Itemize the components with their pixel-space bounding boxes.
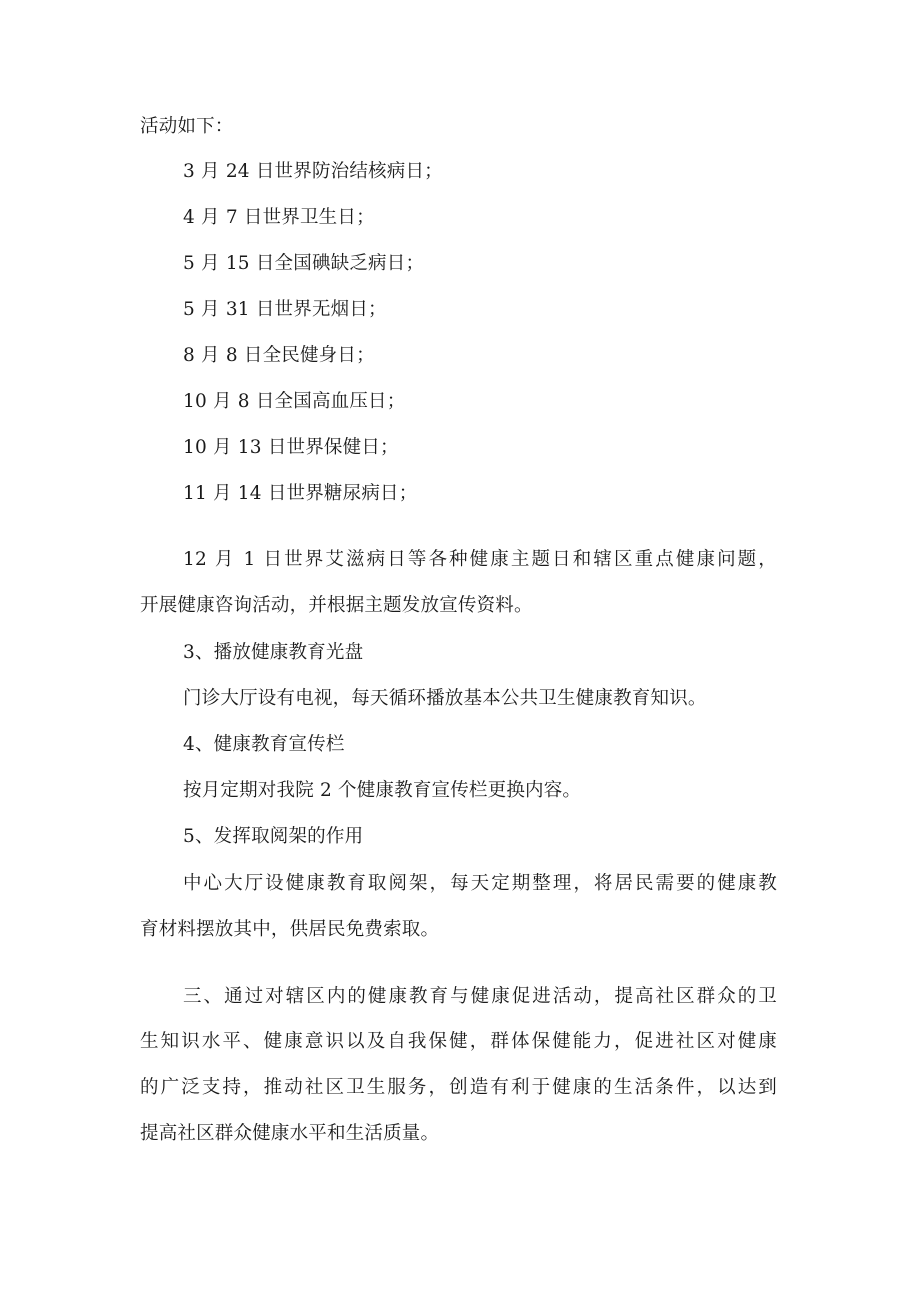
text-line: 3 月 24 日世界防治结核病日； <box>183 161 443 182</box>
text-line: 12 月 1 日世界艾滋病日等各种健康主题日和辖区重点健康问题， <box>183 549 777 570</box>
text-line: 生知识水平、健康意识以及自我保健，群体保健能力，促进社区对健康 <box>140 1031 777 1052</box>
text-line: 的广泛支持，推动社区卫生服务，创造有利于健康的生活条件，以达到 <box>140 1077 777 1098</box>
section-heading: 5、发挥取阅架的作用 <box>183 826 364 847</box>
text-line: 5 月 15 日全国碘缺乏病日； <box>183 253 425 274</box>
text-line: 按月定期对我院 2 个健康教育宣传栏更换内容。 <box>183 780 582 801</box>
text-line: 10 月 13 日世界保健日； <box>183 437 399 458</box>
section-heading: 3、播放健康教育光盘 <box>183 642 364 663</box>
text-line: 8 月 8 日全民健身日； <box>183 345 375 366</box>
text-line: 4 月 7 日世界卫生日； <box>183 207 375 228</box>
text-line: 育材料摆放其中，供居民免费索取。 <box>140 919 440 940</box>
text-line: 5 月 31 日世界无烟日； <box>183 299 387 320</box>
text-line: 三、通过对辖区内的健康教育与健康促进活动，提高社区群众的卫 <box>183 986 777 1007</box>
text-line: 门诊大厅设有电视，每天循环播放基本公共卫生健康教育知识。 <box>183 688 707 709</box>
text-line: 中心大厅设健康教育取阅架，每天定期整理，将居民需要的健康教 <box>183 873 777 894</box>
text-line: 10 月 8 日全国高血压日； <box>183 391 406 412</box>
text-line: 11 月 14 日世界糖尿病日； <box>183 483 418 504</box>
text-line: 开展健康咨询活动，并根据主题发放宣传资料。 <box>140 595 533 616</box>
section-heading: 4、健康教育宣传栏 <box>183 734 345 755</box>
text-line: 活动如下： <box>140 116 234 137</box>
text-line: 提高社区群众健康水平和生活质量。 <box>140 1123 440 1144</box>
